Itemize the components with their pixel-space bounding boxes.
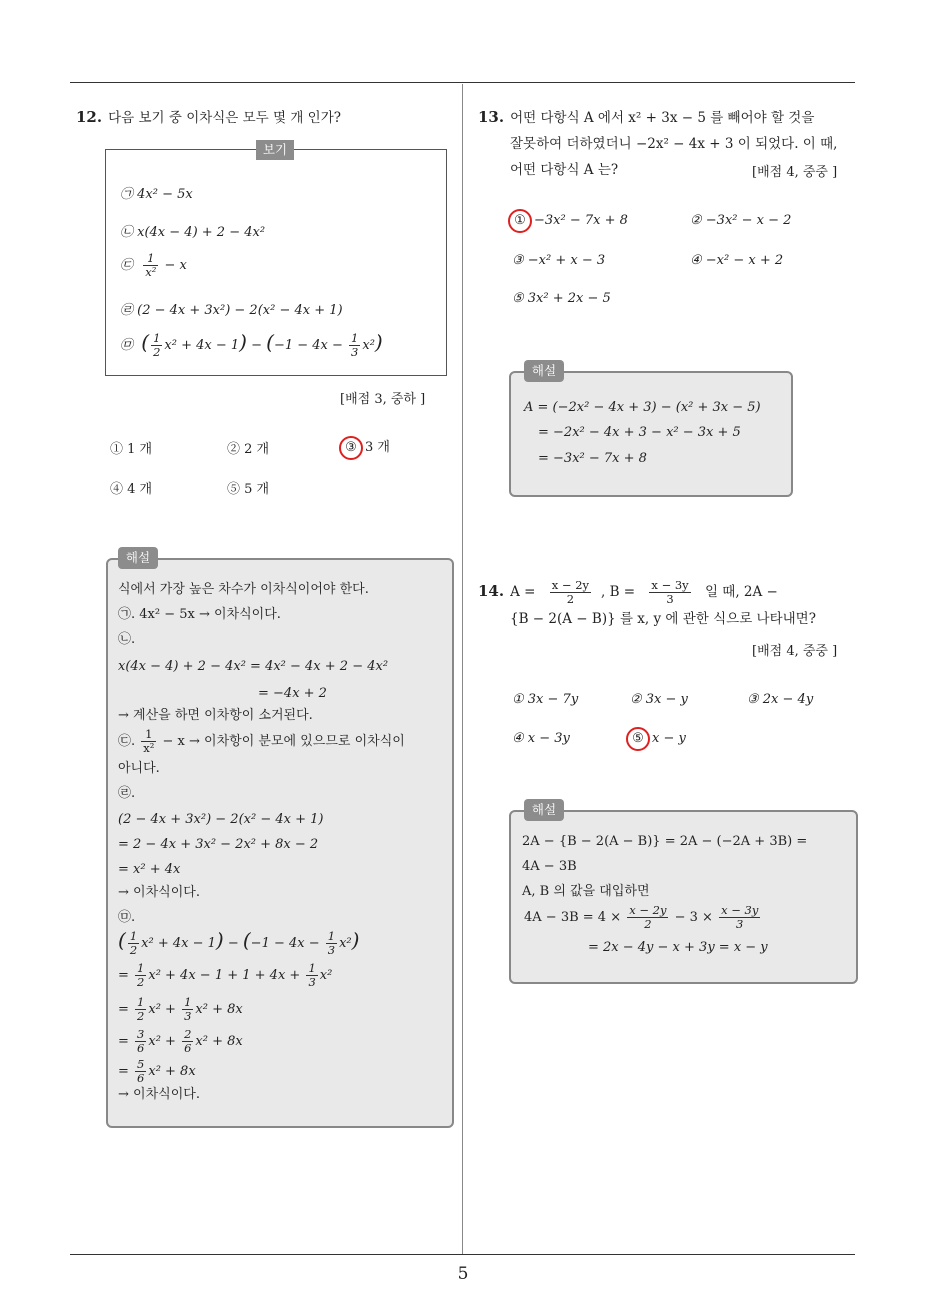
q14-sol-line: A, B 의 값을 대입하면 — [522, 884, 650, 899]
q12-score: [배점 3, 중하 ] — [340, 392, 426, 407]
bogi-item-3-tail: − x — [160, 258, 187, 273]
q12-choice-1[interactable]: ① 1 개 — [110, 442, 153, 457]
q12-sol-line: → 이차식이다. — [118, 1087, 200, 1102]
q12-sol-line: ㉠. 4x² − 5x → 이차식이다. — [118, 607, 281, 622]
q14-sol-l4a: 4A − 3B = 4 × — [524, 910, 622, 925]
q14-line1-c: 일 때, 2A − — [704, 584, 778, 600]
bogi-item-1: ㉠ 4x² − 5x — [120, 187, 193, 202]
q12-sol-l15: x² + 4x − 1 + 1 + 4x + — [148, 968, 301, 983]
q12-sol-line: x(4x − 4) + 2 − 4x² = 4x² − 4x + 2 − 4x² — [118, 659, 389, 674]
q13-number: 13. — [478, 108, 505, 126]
q13-solution-label: 해설 — [524, 360, 564, 382]
top-rule — [70, 82, 855, 83]
q14-answer-mark: ⑤ — [626, 727, 650, 751]
q12-solution-label: 해설 — [118, 547, 158, 569]
q14-sol-line: = 2x − 4y − x + 3y = x − y — [588, 940, 768, 955]
q14-choice-5[interactable] — [630, 727, 686, 751]
q12-sol-line: = $\frac{3}{6}$ x² + $\frac{2}{6}$ x² + 8x — [118, 1027, 243, 1055]
q14-line1-b: , B = — [601, 584, 636, 600]
q12-text: 다음 보기 중 이차식은 모두 몇 개 인가? — [108, 110, 342, 126]
q12-sol-line: ㉡. — [118, 632, 136, 647]
q12-number: 12. — [76, 108, 103, 126]
q13-line1: 어떤 다항식 A 에서 x² + 3x − 5 를 빼어야 할 것을 — [510, 110, 815, 126]
page-number: 5 — [457, 1264, 469, 1284]
q12-sol-line: → 이차식이다. — [118, 885, 200, 900]
q14-line2: {B − 2(A − B)} 를 x, y 에 관한 식으로 나타내면? — [510, 611, 816, 627]
q14-sol-line: 2A − {B − 2(A − B)} = 2A − (−2A + 3B) = — [522, 834, 808, 849]
q13-line2: 잘못하여 더하였더니 −2x² − 4x + 3 이 되었다. 이 때, — [510, 136, 838, 152]
q12-sol-line: (2 − 4x + 3x²) − 2(x² − 4x + 1) — [118, 812, 324, 827]
q14-choice-2[interactable]: ② 3x − y — [630, 692, 688, 707]
q12-sol-line: ㉣. — [118, 786, 136, 801]
q14-solution-label: 해설 — [524, 799, 564, 821]
q14-number: 14. — [478, 582, 505, 600]
q13-choice-4[interactable]: ④ −x² − x + 2 — [690, 253, 784, 268]
q12-sol-line: 식에서 가장 높은 차수가 이차식이어야 한다. — [118, 582, 369, 597]
q12-sol-l17: x² + 8x — [195, 1034, 243, 1049]
q12-question — [76, 104, 341, 131]
q13-sol-line: = −2x² − 4x + 3 − x² − 3x + 5 — [538, 425, 741, 440]
bogi-item-4: ㉣ (2 − 4x + 3x²) − 2(x² − 4x + 1) — [120, 303, 343, 318]
q12-answer-text: 3 개 — [365, 440, 390, 455]
q12-sol-line: ( $\frac{1}{2}$ x² + 4x − 1) − (−1 − 4x − $\frac{1}{3}$ x²) — [118, 928, 360, 957]
q12-choice-4[interactable]: ④ 4 개 — [110, 482, 153, 497]
q13-choice-3[interactable]: ③ −x² + x − 3 — [512, 253, 606, 268]
q14-question — [478, 578, 862, 632]
q14-score: [배점 4, 중중 ] — [752, 644, 838, 659]
q12-choice-2[interactable]: ② 2 개 — [227, 442, 270, 457]
q14-choice-1[interactable]: ① 3x − 7y — [512, 692, 579, 707]
q14-sol-l4b: − 3 × — [674, 910, 713, 925]
q12-sol-line: → 계산을 하면 이차항이 소거된다. — [118, 708, 313, 723]
q12-sol-line: = −4x + 2 — [258, 686, 327, 701]
bogi-item-5: ㉤ ( $\frac{1}{2}$ x² + 4x − 1) − (−1 − 4x − $\frac{1}{3}$ x²) — [120, 330, 383, 359]
q12-sol-l18: x² + 8x — [148, 1064, 196, 1079]
bogi-item-3: ㉢ $\frac{1}{\text{x²}}$ − x — [120, 251, 187, 279]
bogi-item-5-mark: ㉤ — [120, 338, 134, 353]
q12-choice-3[interactable] — [343, 436, 390, 460]
q14-sol-line: 4A − 3B = 4 × $\frac{x - 2y}{2}$ − 3 × $\frac{x - 3y}{3}$ — [524, 903, 759, 931]
q14-line1-a: A = — [510, 584, 536, 600]
q13-answer-expr: −3x² − 7x + 8 — [534, 213, 628, 228]
q14-sol-line: 4A − 3B — [522, 859, 577, 874]
q13-choice-5[interactable]: ⑤ 3x² + 2x − 5 — [512, 291, 611, 306]
q13-line3: 어떤 다항식 A 는? — [510, 162, 619, 178]
q13-sol-line: = −3x² − 7x + 8 — [538, 451, 647, 466]
q14-choice-3[interactable]: ③ 2x − 4y — [747, 692, 814, 707]
q14-frac1-num: x − 2y — [551, 578, 590, 592]
bogi-label: 보기 — [256, 140, 294, 160]
bogi-item-3-mark: ㉢ — [120, 258, 134, 273]
q13-choice-2[interactable]: ② −3x² − x − 2 — [690, 213, 792, 228]
q14-frac2-num: x − 3y — [651, 578, 689, 592]
q12-sol-line: ㉤. — [118, 910, 136, 925]
q14-answer-expr: x − y — [652, 731, 686, 746]
q14-frac1-den: 2 — [566, 592, 575, 606]
q12-sol-l7a: ㉢. — [118, 734, 136, 749]
q13-score: [배점 4, 중중 ] — [752, 165, 838, 180]
bottom-rule — [70, 1254, 855, 1255]
q12-answer-mark: ③ — [339, 436, 363, 460]
q13-choice-1[interactable] — [512, 209, 628, 233]
q12-sol-line: = $\frac{5}{6}$ x² + 8x — [118, 1057, 196, 1085]
q12-sol-line: = 2 − 4x + 3x² − 2x² + 8x − 2 — [118, 837, 319, 852]
bogi-item-2: ㉡ x(4x − 4) + 2 − 4x² — [120, 225, 266, 240]
q12-sol-line: = $\frac{1}{2}$ x² + 4x − 1 + 1 + 4x + $\frac{1}{3}$ x² — [118, 961, 333, 989]
q13-answer-mark: ① — [508, 209, 532, 233]
q12-sol-line: = $\frac{1}{2}$ x² + $\frac{1}{3}$ x² + 8x — [118, 995, 243, 1023]
q13-sol-line: A = (−2x² − 4x + 3) − (x² + 3x − 5) — [524, 400, 761, 415]
q12-sol-line: 아니다. — [118, 761, 160, 776]
q12-sol-line: ㉢. $\frac{1}{\text{x²}}$ − x → 이차항이 분모에 있으므로 이차식이 — [118, 727, 405, 755]
q12-choice-5[interactable]: ⑤ 5 개 — [227, 482, 270, 497]
q12-sol-l7b: − x → 이차항이 분모에 있으므로 이차식이 — [162, 734, 405, 749]
column-divider — [462, 84, 463, 1254]
q14-frac2-den: 3 — [666, 592, 674, 606]
q12-sol-line: = x² + 4x — [118, 862, 181, 877]
q12-sol-l16: x² + 8x — [195, 1002, 243, 1017]
q14-choice-4[interactable]: ④ x − 3y — [512, 731, 570, 746]
